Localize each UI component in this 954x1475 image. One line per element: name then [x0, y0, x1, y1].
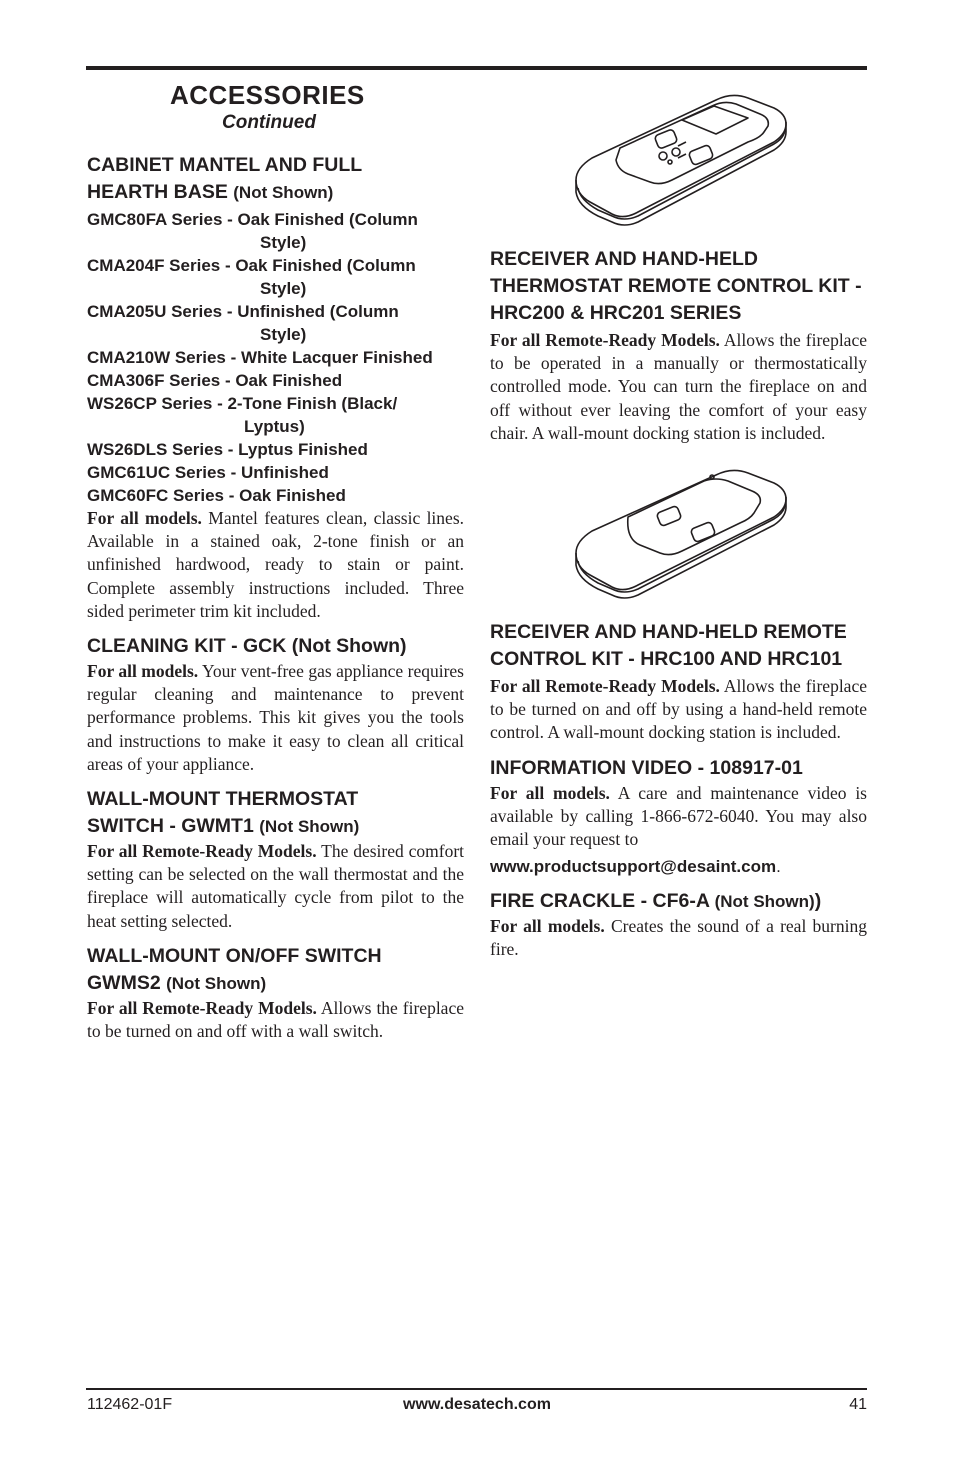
cabinet-heading-main: CABINET MANTEL AND FULL HEARTH BASE [87, 154, 362, 203]
series-item: CMA205U Series - Unfinished (Column Style) [87, 302, 399, 344]
bottom-rule [86, 1388, 867, 1390]
series-item: CMA306F Series - Oak Finished [87, 371, 343, 390]
series-item: GMC80FA Series - Oak Finished (Column Style) [87, 210, 418, 252]
cleaning-section [87, 633, 464, 776]
right-column [490, 88, 867, 962]
series-item: CMA204F Series - Oak Finished (Column Style) [87, 256, 416, 298]
series-item: GMC60FC Series - Oak Finished [87, 486, 346, 505]
video-section [490, 755, 867, 879]
series-item: GMC61UC Series - Unfinished [87, 463, 329, 482]
thermostat-switch-heading: WALL-MOUNT THERMOSTAT SWITCH - GWMT1 (Not Shown) [87, 788, 360, 838]
crackle-body: For all models. Creates the sound of a real burning fire. [490, 916, 867, 960]
thermostat-switch-body: For all Remote-Ready Models. The desired comfort setting can be selected on the wall thermostat and the fireplace will automatically cycle from pilot to the heat setting selected. [87, 841, 465, 931]
handheld-remote-illustration [564, 465, 794, 605]
onoff-switch-section [87, 943, 464, 1043]
onoff-switch-body: For all Remote-Ready Models. Allows the fireplace to be turned on and off with a wall switch. [87, 997, 464, 1042]
hrc100-section [490, 619, 867, 745]
onoff-switch-heading: WALL-MOUNT ON/OFF SWITCH GWMS2 (Not Shown) [87, 944, 382, 994]
crackle-section [490, 888, 867, 961]
cabinet-heading [87, 152, 417, 206]
support-email-link[interactable]: www.productsupport@desaint.com. [490, 857, 781, 877]
hrc200-heading: RECEIVER AND HAND-HELD THERMOSTAT REMOTE CONTROL KIT - HRC200 & HRC201 SERIES [490, 248, 862, 324]
page-title: ACCESSORIES [170, 80, 365, 110]
hrc200-section [490, 246, 867, 445]
doc-number: 112462-01F [87, 1396, 173, 1413]
hrc100-heading: RECEIVER AND HAND-HELD REMOTE CONTROL KIT - HRC100 AND HRC101 [490, 621, 847, 671]
footer-website: www.desatech.com [403, 1396, 551, 1413]
crackle-heading: FIRE CRACKLE - CF6-A (Not Shown)) [490, 890, 822, 913]
series-item: WS26CP Series - 2-Tone Finish (Black/ Lyptus) [87, 394, 398, 436]
page-subtitle: Continued [222, 112, 316, 133]
video-heading: INFORMATION VIDEO - 108917-01 [490, 756, 803, 779]
cleaning-heading: CLEANING KIT - GCK (Not Shown) [87, 635, 407, 658]
top-rule [86, 66, 867, 70]
hrc200-body: For all Remote-Ready Models. Allows the fireplace to be operated in a manually or thermostatically controlled mode. You can turn the fireplace on and off without ever leaving the comfort of your easy chair. A wall-mount docking station is included. [490, 330, 867, 443]
series-item: CMA210W Series - White Lacquer Finished [87, 348, 433, 367]
series-list [87, 208, 464, 507]
series-item: WS26DLS Series - Lyptus Finished [87, 440, 368, 459]
cleaning-body: For all models. Your vent-free gas appliance requires regular cleaning and maintenance to prevent performance problems. This kit gives you the tools and instructions to make it easy to clean all critical areas of your appliance. [87, 661, 464, 774]
thermostat-switch-section [87, 786, 464, 933]
hrc100-body: For all Remote-Ready Models. Allows the fireplace to be turned on and off by using a hand-held remote control. A wall-mount docking station is included. [490, 676, 867, 743]
video-body: For all models. A care and maintenance video is available by calling 1-866-672-6040. You may also email your request to [490, 782, 867, 850]
left-column [87, 80, 464, 1043]
page-number: 41 [849, 1396, 867, 1413]
cabinet-body: For all models. Mantel features clean, classic lines. Available in a stained oak, 2-tone finish or an unfinished hardwood, ready to stain or paint. Complete assembly instructions included. Three sided perimeter trim kit included. [87, 508, 465, 621]
thermostat-remote-illustration [564, 88, 794, 236]
cabinet-heading-note: (Not Shown) [233, 183, 334, 202]
cabinet-section [87, 152, 464, 623]
